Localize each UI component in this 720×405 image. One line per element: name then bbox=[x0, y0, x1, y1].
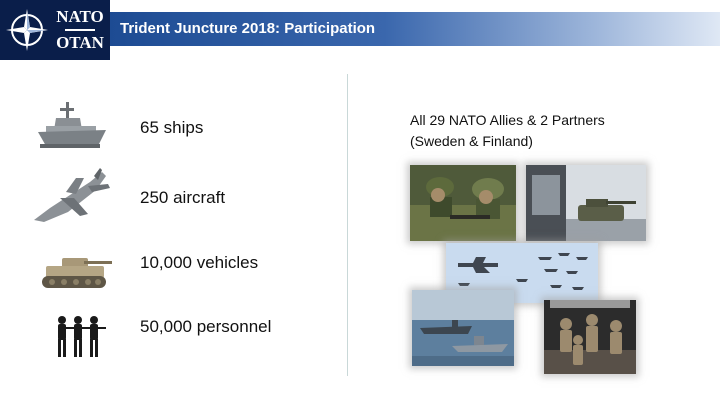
photo-tank-landing-ship bbox=[526, 165, 646, 241]
nato-otan-wordmark bbox=[54, 8, 106, 52]
stat-ships: 65 ships bbox=[140, 118, 204, 137]
slide-title: Trident Juncture 2018: Participation bbox=[120, 20, 376, 37]
nato-logo bbox=[0, 0, 110, 60]
participants-line-1: All 29 NATO Allies & 2 Partners bbox=[410, 112, 605, 128]
participants-line-2: (Sweden & Finland) bbox=[410, 133, 533, 149]
stat-vehicles: 10,000 vehicles bbox=[140, 253, 259, 272]
tank-icon bbox=[40, 252, 112, 297]
soldiers-icon bbox=[52, 315, 106, 364]
ship-icon bbox=[36, 100, 108, 157]
stat-personnel: 50,000 personnel bbox=[140, 317, 272, 336]
nato-compass-icon bbox=[0, 0, 54, 60]
photo-soldiers-field bbox=[410, 165, 516, 241]
column-divider bbox=[347, 74, 348, 376]
photo-amphibious-troops bbox=[544, 300, 636, 374]
logo-nato-text: NATO bbox=[56, 7, 104, 26]
logo-otan-text: OTAN bbox=[56, 33, 104, 52]
fighter-jet-icon bbox=[30, 168, 114, 231]
title-bar bbox=[110, 12, 720, 46]
stat-aircraft: 250 aircraft bbox=[140, 188, 226, 207]
photo-carrier-group bbox=[412, 290, 514, 366]
logo-separator bbox=[65, 29, 95, 31]
participants-text bbox=[410, 110, 605, 152]
